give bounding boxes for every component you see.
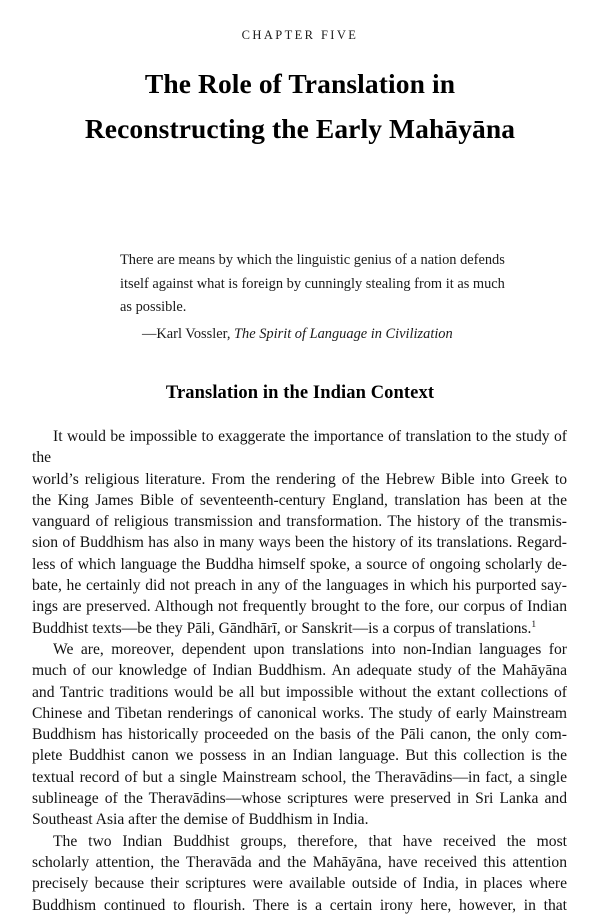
paragraph-1-line-1: It would be impossible to exaggerate the importance of translation to the study of the bbox=[32, 428, 567, 467]
chapter-label: CHAPTER FIVE bbox=[241, 28, 359, 42]
paragraph-1 bbox=[32, 426, 567, 639]
epigraph-attribution-work: The Spirit of Language in Civilization bbox=[234, 325, 453, 342]
paragraph-1-line-2: world’s religious literature. From the rendering of the Hebrew Bible into Greek to bbox=[32, 470, 567, 488]
paragraph-1-line-9 bbox=[32, 618, 567, 639]
paragraph-1-line-4: vanguard of religious transmission and transformation. The history of the transmis- bbox=[32, 513, 567, 531]
paragraph-2-line-9: Southeast Asia after the demise of Buddhism in India. bbox=[32, 811, 369, 829]
body-text bbox=[32, 426, 567, 916]
paragraph-3 bbox=[32, 831, 567, 916]
paragraph-1-line-7: bate, he certainly did not preach in any of the languages in which his purported say- bbox=[32, 577, 567, 595]
paragraph-2-line-5: Buddhism has historically proceeded on the basis of the Pāli canon, the only com- bbox=[32, 726, 567, 744]
epigraph-attribution bbox=[120, 323, 520, 347]
paragraph-2-line-6: plete Buddhist canon we possess in an Indian language. But this collection is the bbox=[32, 747, 567, 765]
paragraph-1-line-9-text: Buddhist texts—be they Pāli, Gāndhārī, or Sanskrit—is a corpus of translations. bbox=[32, 619, 532, 637]
section-heading: Translation in the Indian Context bbox=[165, 383, 435, 403]
epigraph-attribution-author: —Karl Vossler, bbox=[142, 325, 235, 342]
paragraph-3-line-1: The two Indian Buddhist groups, therefore, that have received the most bbox=[53, 832, 567, 850]
epigraph bbox=[120, 249, 520, 346]
paragraph-1-line-8: ings are preserved. Although not frequently brought to the fore, our corpus of Indian bbox=[32, 598, 567, 616]
paragraph-1-line-6: less of which language the Buddha himself spoke, a source of ongoing scholarly de- bbox=[32, 555, 567, 573]
paragraph-2-line-7: textual record of but a single Mainstream school, the Theravādins—in fact, a single bbox=[32, 768, 567, 786]
epigraph-line-3: as possible. bbox=[120, 299, 187, 315]
paragraph-2-line-8: sublineage of the Theravādins—whose scriptures were preserved in Sri Lanka and bbox=[32, 790, 567, 808]
paragraph-1-line-3: the King James Bible of seventeenth-century England, translation has been at the bbox=[32, 491, 567, 509]
paragraph-2 bbox=[32, 639, 567, 831]
paragraph-3-line-3: precisely because their scriptures were available outside of India, in places where bbox=[32, 875, 567, 893]
footnote-marker-1[interactable]: 1 bbox=[531, 619, 537, 630]
paragraph-2-line-4: Chinese and Tibetan renderings of canonical works. The study of early Mainstream bbox=[32, 704, 567, 722]
chapter-title-line-1: The Role of Translation in bbox=[144, 68, 456, 99]
epigraph-line-1: There are means by which the linguistic genius of a nation defends bbox=[120, 252, 505, 268]
paragraph-2-line-2: much of our knowledge of Indian Buddhism. An adequate study of the Mahāyāna bbox=[32, 662, 567, 680]
epigraph-line-2: itself against what is foreign by cunningly stealing from it as much bbox=[120, 275, 505, 292]
paragraph-1-line-5: sion of Buddhism has also in many ways been the history of its translations. Regard- bbox=[32, 534, 567, 552]
paragraph-3-line-2: scholarly attention, the Theravāda and the Mahāyāna, have received this attention bbox=[32, 853, 567, 871]
paragraph-2-line-3: and Tantric traditions would be all but impossible without the extant collections of bbox=[32, 683, 567, 701]
paragraph-2-line-1: We are, moreover, dependent upon translations into non-Indian languages for bbox=[53, 640, 567, 658]
chapter-title bbox=[0, 61, 600, 151]
chapter-title-line-2: Reconstructing the Early Mahāyāna bbox=[84, 113, 516, 144]
paragraph-3-line-4: Buddhism continued to flourish. There is a certain irony here, however, in that bbox=[32, 896, 567, 914]
